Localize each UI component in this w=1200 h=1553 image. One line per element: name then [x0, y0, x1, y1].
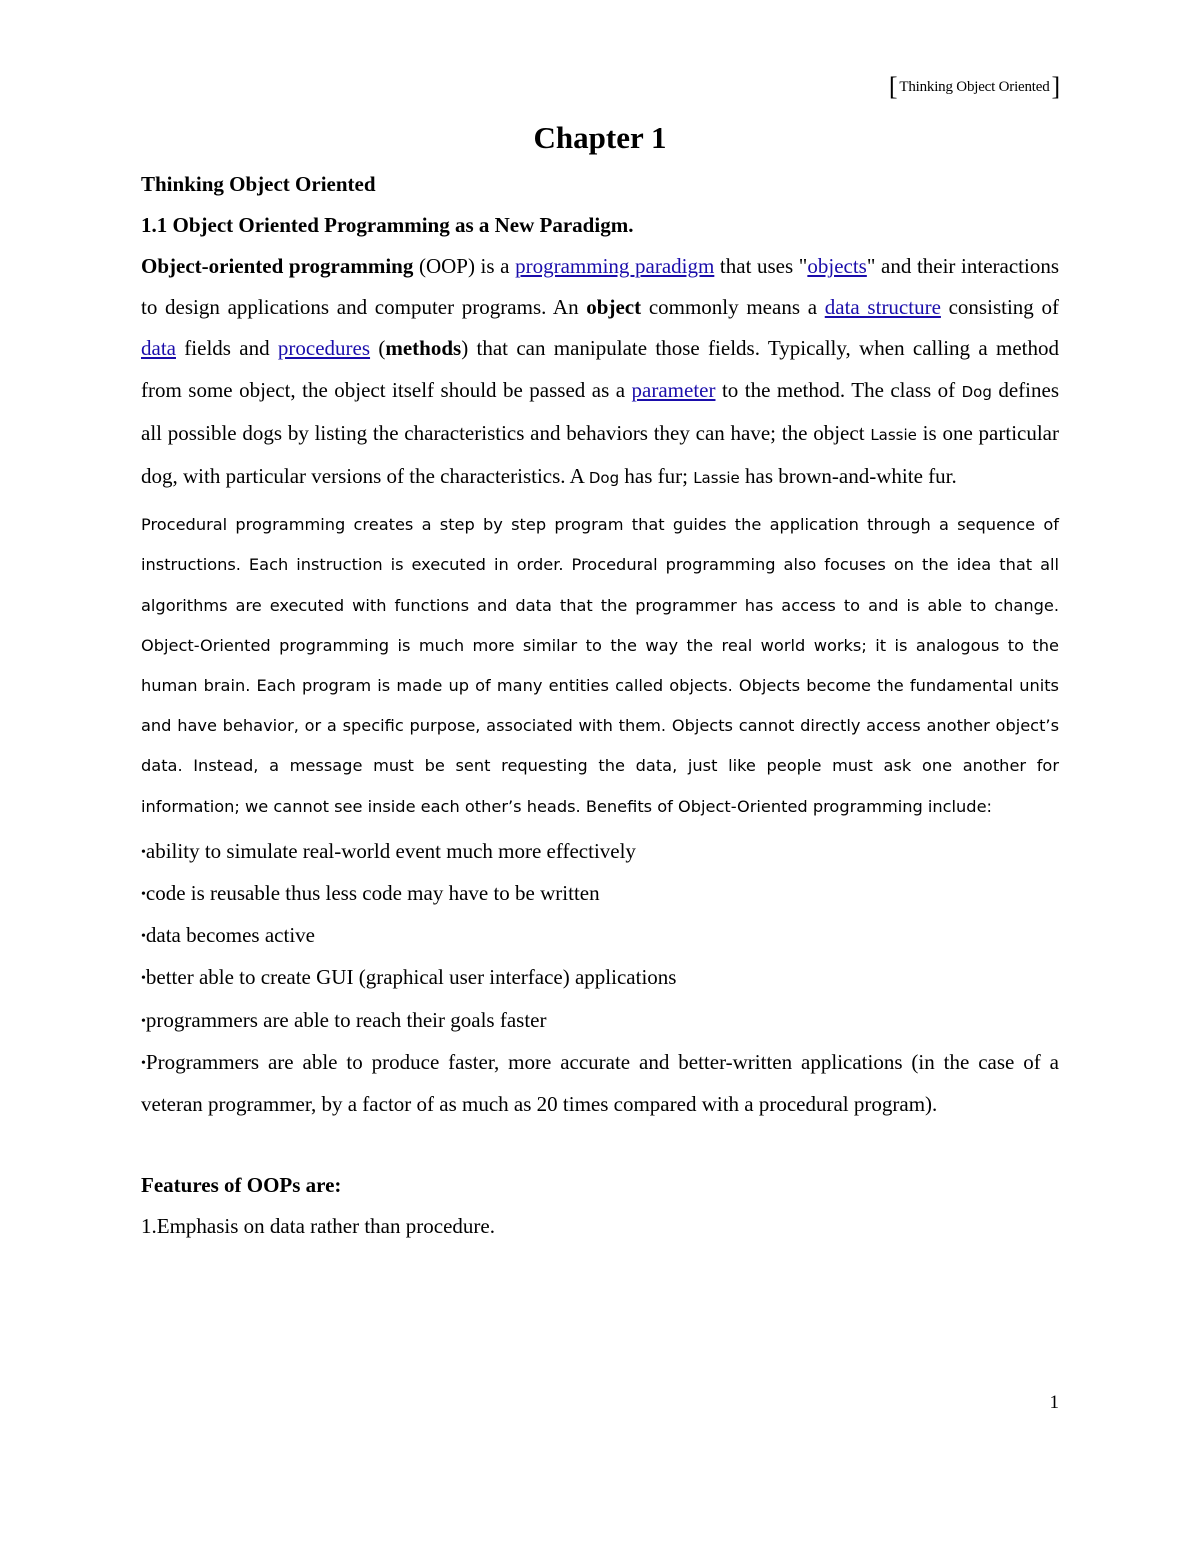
spacer [141, 1125, 1059, 1165]
term-object: object [586, 295, 642, 320]
header-bracket-open: [ [888, 72, 898, 101]
chapter-title: Chapter 1 [533, 120, 667, 155]
link-procedures[interactable]: procedures [277, 336, 371, 361]
bullet-icon: • [141, 1013, 146, 1029]
features-heading: Features of OOPs are: [141, 1173, 342, 1198]
link-parameter[interactable]: parameter [631, 377, 716, 402]
term-methods: methods [385, 336, 462, 361]
section-subtitle: 1.1 Object Oriented Programming as a New Paradigm. [141, 213, 634, 237]
link-data[interactable]: data [141, 336, 176, 361]
procedural-paragraph: Procedural programming creates a step by step program that guides the application through a sequence of instructions. Each instruction is executed in order. Procedural programming also focuses on the idea that all algorithms are executed with functions and data that the programmer has access to and is able to change. Object-Oriented programming is much more similar to the way the real world works; it is analogous to the human brain. Each program is made up of many entities called objects. Objects become the fundamental units and have behavior, or a specific purpose, associated with them. Objects cannot directly access another object’s data. Instead, a message must be sent requesting the data, just like people must ask one another for information; we cannot see inside each other’s heads. Benefits of Object-Oriented programming include: [141, 515, 1059, 816]
page-number: 1 [1049, 1392, 1059, 1413]
list-item: •programmers are able to reach their goals faster [141, 1007, 547, 1032]
code-lassie: Lassie [693, 469, 740, 488]
header-text: Thinking Object Oriented [899, 78, 1050, 95]
bullet-icon: • [141, 1055, 146, 1071]
page-content [141, 112, 1059, 1247]
bullet-icon: • [141, 887, 146, 903]
code-lassie: Lassie [870, 425, 917, 444]
feature-item: 1.Emphasis on data rather than procedure. [141, 1214, 495, 1239]
bullet-icon: • [141, 971, 146, 987]
link-objects[interactable]: objects [807, 254, 867, 278]
bullet-icon: • [141, 929, 146, 945]
list-item: •ability to simulate real-world event much more effectively [141, 838, 636, 863]
link-data-structure[interactable]: data structure [824, 295, 941, 320]
term-oop: Object-oriented programming [141, 254, 414, 278]
benefits-list [141, 831, 1059, 1125]
running-header [889, 74, 1060, 100]
list-item: •data becomes active [141, 923, 315, 948]
list-item: •Programmers are able to produce faster, more accurate and better-written applications (in the case of a veteran programmer, by a factor of as much as 20 times compared with a procedural program). [141, 1049, 1059, 1117]
link-programming-paradigm[interactable]: programming paradigm [515, 254, 715, 278]
bullet-icon: • [141, 844, 146, 860]
header-bracket-close: ] [1051, 72, 1060, 101]
code-dog: Dog [961, 382, 992, 401]
list-item: •better able to create GUI (graphical user interface) applications [141, 965, 677, 990]
oop-definition-paragraph: Object-oriented programming (OOP) is a programming paradigm that uses "objects" and their interactions to design applications and computer programs. An object commonly means a data structure consisting of data fields and procedures (methods) that can manipulate those fields. Typically, when calling a method from some object, the object itself should be passed as a parameter to the method. The class of Dog defines all possible dogs by listing the characteristics and behaviors they can have; the object Lassie is one particular dog, with particular versions of the characteristics. A Dog has fur; Lassie has brown-and-white fur. [141, 254, 1059, 489]
code-dog: Dog [588, 469, 620, 488]
section-title: Thinking Object Oriented [141, 172, 376, 196]
list-item: •code is reusable thus less code may have to be written [141, 881, 600, 906]
